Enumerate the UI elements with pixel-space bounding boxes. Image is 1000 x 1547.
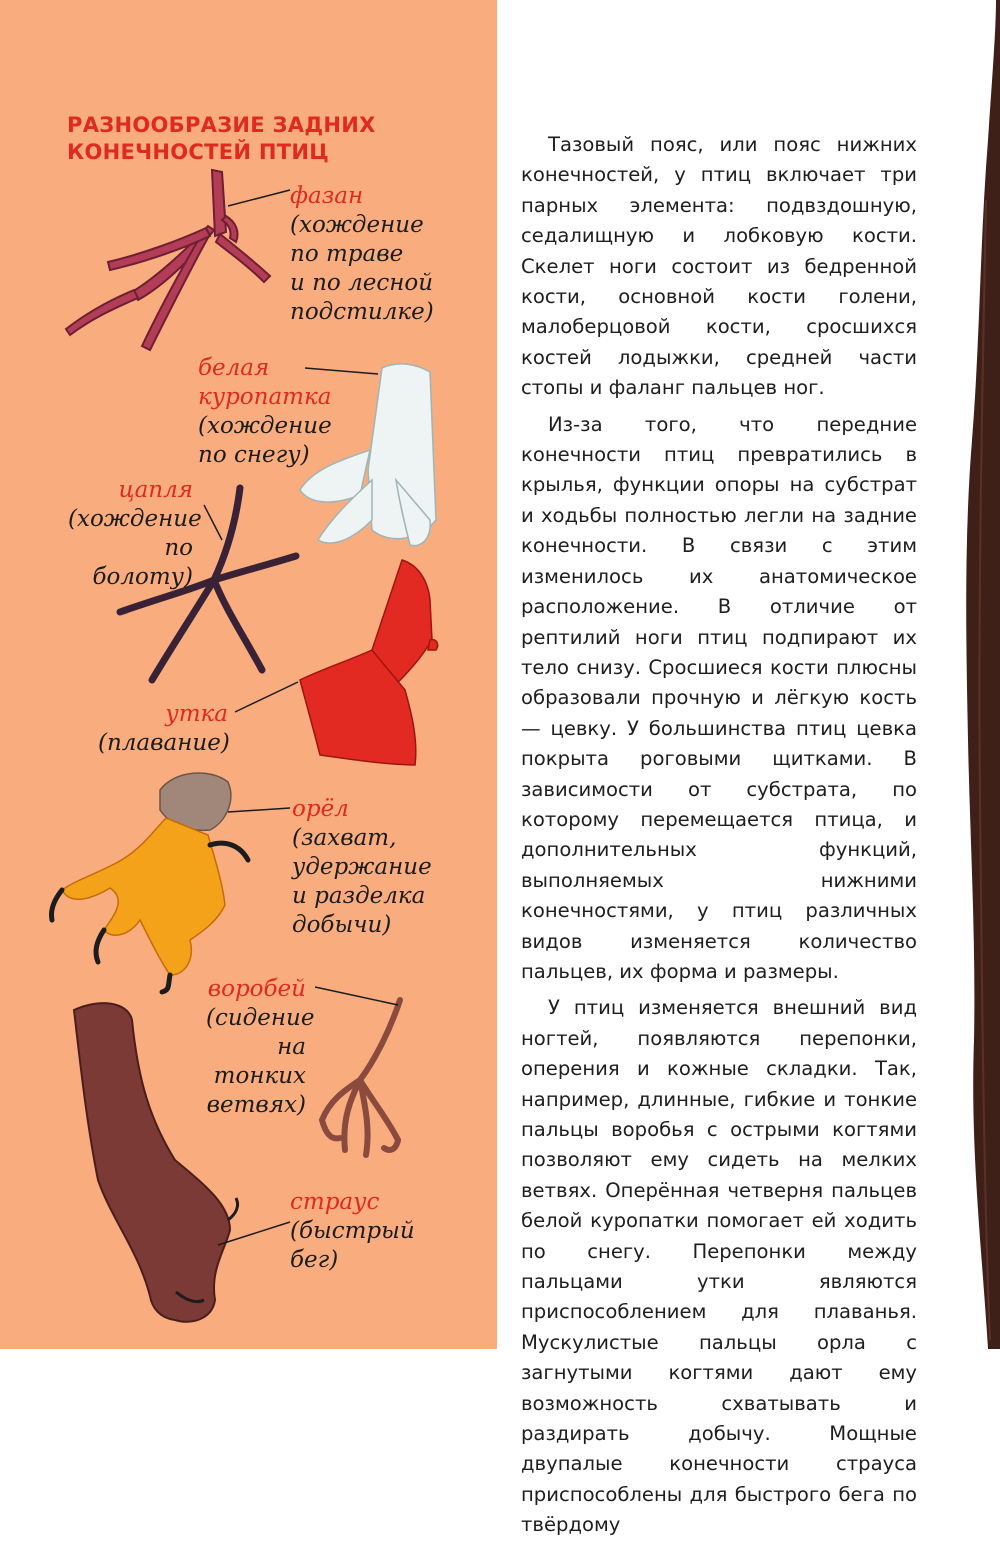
caption-eagle (292, 795, 432, 940)
caption-ptarmigan-name: белая куропатка (198, 355, 332, 410)
caption-ostrich-name: страус (290, 1189, 380, 1215)
duck-foot-illustration (300, 560, 438, 765)
caption-ptarmigan (198, 354, 332, 470)
sparrow-pointer-line (315, 987, 398, 1005)
caption-pheasant-desc: (хождение по траве и по лесной подстилке) (290, 212, 434, 325)
article-paragraph-1: Тазовый пояс, или пояс нижних конечностей, у птиц включает три парных элемента: подвздошную, седалищную и лобковую кости. Скелет ноги состоит из бедренной кости, основной кости голени, малоберцовой кости, сросшихся костей лодыжки, средней части стопы и фаланг пальцев ног. (521, 133, 917, 400)
caption-sparrow (206, 975, 315, 1120)
tree-trunk-decoration (930, 0, 1000, 1349)
caption-pheasant-name: фазан (290, 183, 364, 209)
pheasant-pointer-line (228, 190, 290, 206)
caption-ostrich-desc: (быстрый бег) (290, 1218, 415, 1273)
article-paragraph-3: У птиц изменяется внешний вид ногтей, появляются перепонки, оперения и кожные складки. Так, например, длинные, гибкие и тонкие пальцы воробья с острыми когтями позволяют ему сидеть на мелких ветвях. Оперённая четверня пальцев белой куропатки помогает ей ходить по снегу. Перепонки между пальцами утки являются приспособлением для плаванья. Мускулистые пальцы орла с загнутыми когтями дают ему возможность схватывать и раздирать добычу. Мощные двупалые конечности страуса приспособлены для быстрого бега по твёрдому (521, 996, 917, 1537)
caption-duck (98, 700, 228, 758)
caption-duck-desc: (плавание) (98, 730, 230, 756)
caption-pheasant (290, 182, 434, 327)
caption-sparrow-desc: (сидение на тонких ветвях) (206, 1005, 315, 1118)
caption-ostrich (290, 1188, 415, 1275)
caption-sparrow-name: воробей (207, 976, 306, 1002)
heron-pointer-line (204, 505, 222, 540)
eagle-foot-illustration (51, 773, 248, 992)
sidebar-title: РАЗНООБРАЗИЕ ЗАДНИХ КОНЕЧНОСТЕЙ ПТИЦ (67, 113, 376, 164)
caption-eagle-desc: (захват, удержание и разделка добычи) (292, 825, 432, 938)
caption-heron-name: цапля (118, 477, 193, 503)
caption-duck-name: утка (165, 701, 228, 727)
caption-eagle-name: орёл (292, 796, 349, 822)
sparrow-foot-illustration (322, 1000, 400, 1155)
caption-heron-desc: (хождение по болоту) (68, 506, 202, 590)
article-paragraph-2: Из-за того, что передние конечности птиц превратились в крылья, функции опоры на субстрат и ходьбы полностью легли на задние конечности. В связи с этим изменилось их анатомическое расположение. В отличие от рептилий ноги птиц подпирают их тело снизу. Сросшиеся кости плюсны образовали прочную и лёгкую кость — цевку. У большинства птиц цевка покрыта роговыми щитками. В зависимости от субстрата, по которому перемещается птица, и дополнительных функций, выполняемых нижними конечностями, у птиц различных видов изменяется количество пальцев, их форма и размеры. (521, 412, 917, 983)
duck-pointer-line (235, 682, 298, 712)
eagle-pointer-line (228, 808, 290, 812)
pheasant-foot-illustration (66, 170, 270, 350)
caption-ptarmigan-desc: (хождение по снегу) (198, 413, 332, 468)
sidebar-panel (0, 0, 497, 1349)
caption-heron (68, 476, 202, 592)
article-body (521, 130, 917, 1547)
